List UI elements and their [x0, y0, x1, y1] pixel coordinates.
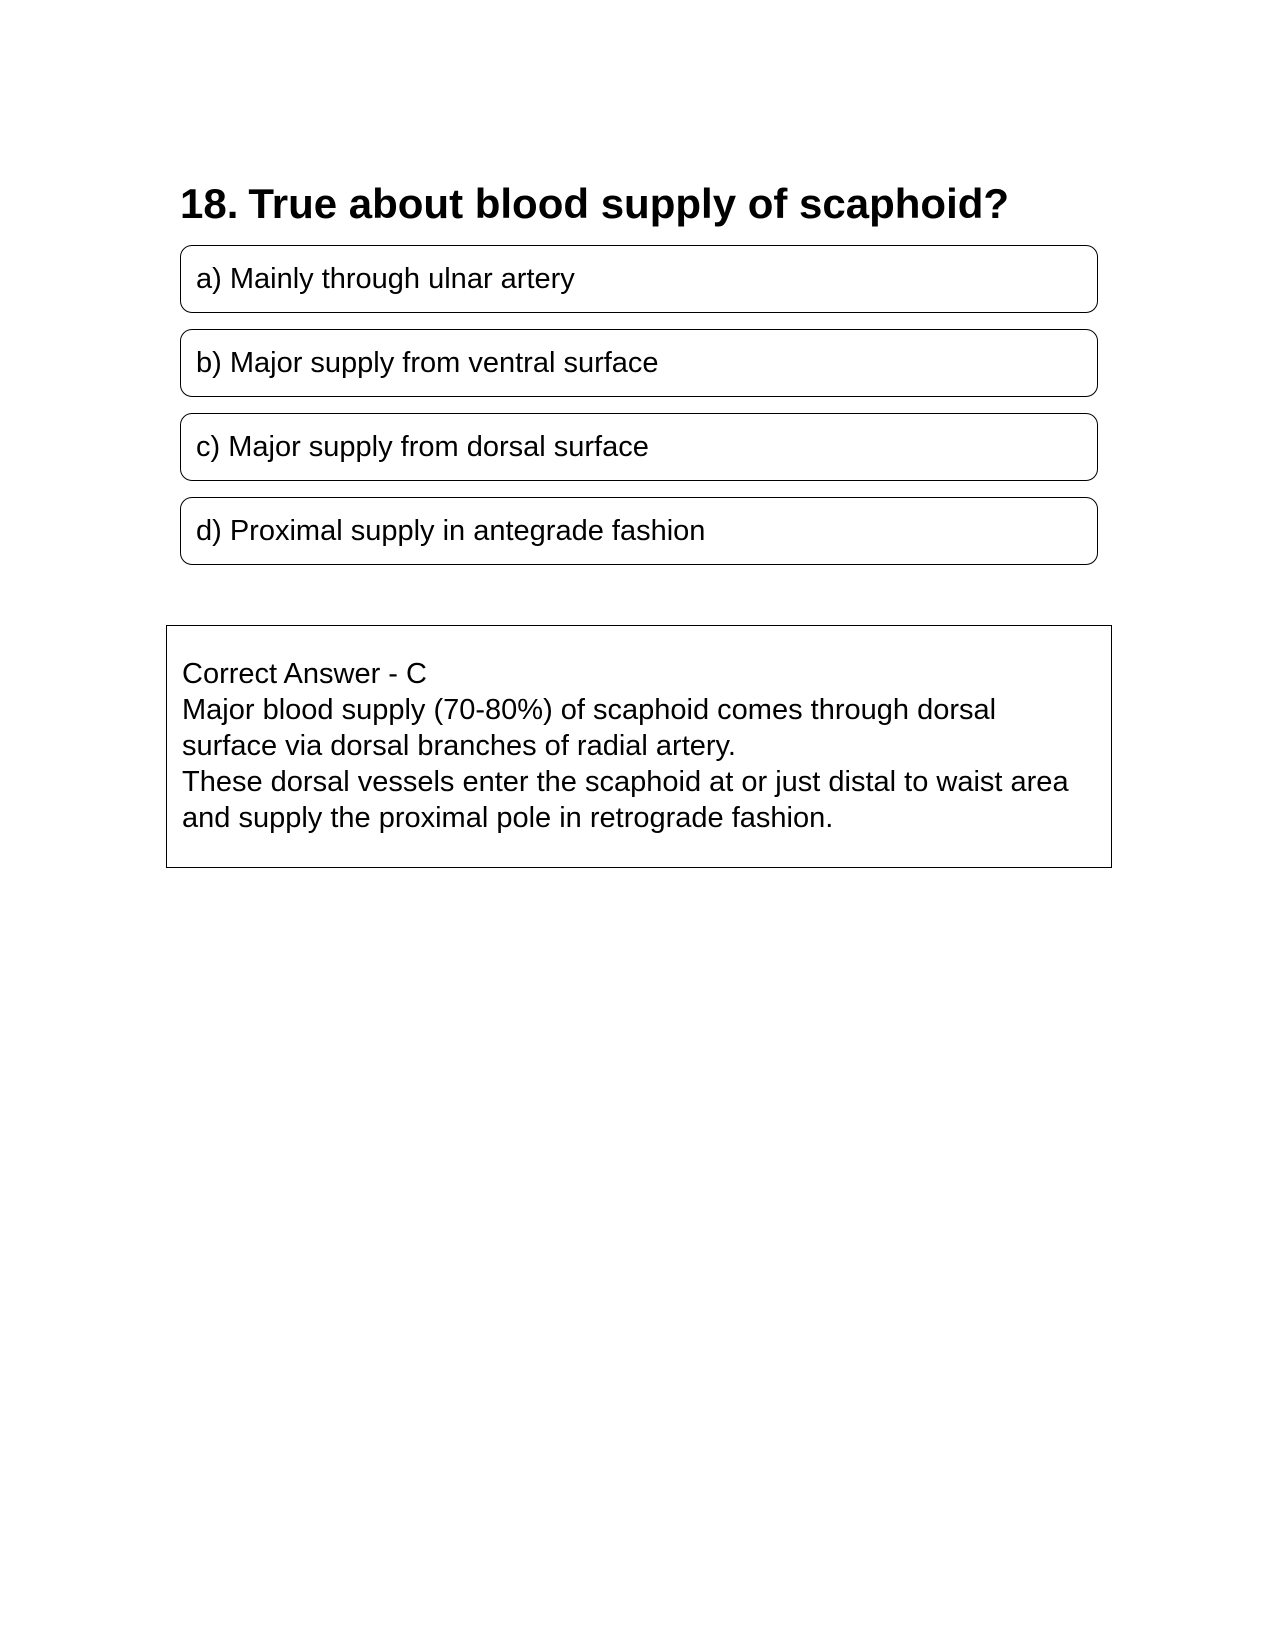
option-d[interactable]: d) Proximal supply in antegrade fashion: [180, 497, 1098, 565]
option-c[interactable]: c) Major supply from dorsal surface: [180, 413, 1098, 481]
options-list: [180, 245, 1098, 581]
question-number: 18.: [180, 180, 239, 227]
answer-explanation-1: Major blood supply (70-80%) of scaphoid comes through dorsal surface via dorsal branches of radial artery.: [182, 694, 997, 762]
question-title: [180, 178, 1009, 230]
answer-box: [166, 625, 1112, 868]
answer-explanation-2: These dorsal vessels enter the scaphoid at or just distal to waist area and supply the proximal pole in retrograde fashion.: [182, 766, 1069, 834]
option-b[interactable]: b) Major supply from ventral surface: [180, 329, 1098, 397]
correct-answer-heading: Correct Answer - C: [182, 658, 427, 690]
option-a[interactable]: a) Mainly through ulnar artery: [180, 245, 1098, 313]
question-text: True about blood supply of scaphoid?: [248, 180, 1010, 227]
